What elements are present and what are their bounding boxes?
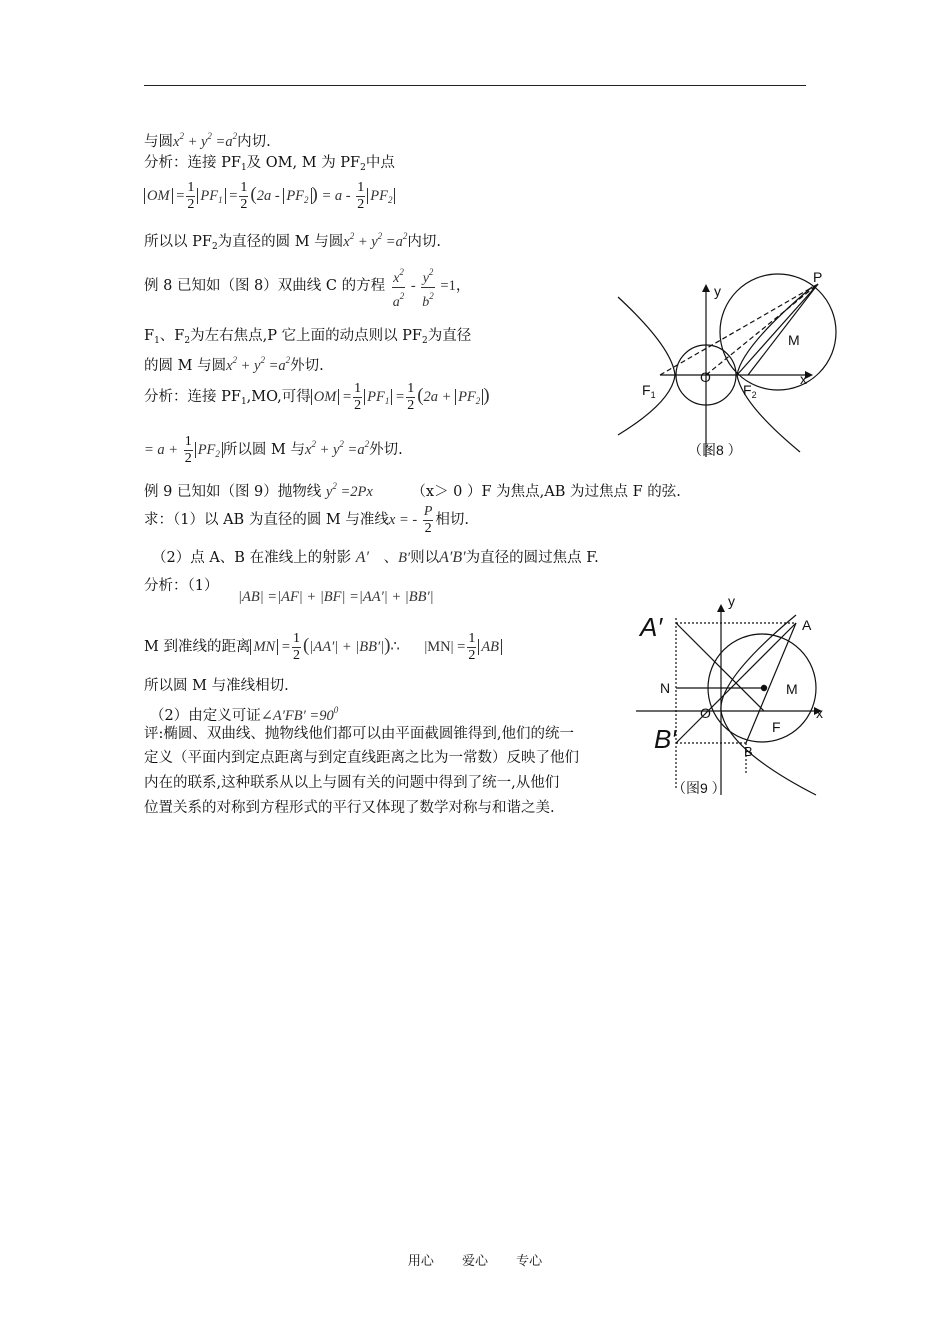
- figure-9-parabola: [636, 590, 836, 800]
- text-line: （2）由定义可证∠A′FB′ $=90^0$: [150, 705, 339, 724]
- page-footer: [0, 1250, 950, 1269]
- label-y: y: [714, 283, 721, 299]
- figure-9-caption: （图9 ）: [672, 780, 726, 796]
- label-a-prime: A′: [640, 612, 663, 642]
- comment-line-3: 内在的联系,这种联系从以上与圆有关的问题中得到了统一,从他们: [144, 775, 560, 791]
- text-line: （2）点 A、B 在准线上的射影 A′ 、B′则以A′B′为直径的圆过焦点 F.: [152, 549, 599, 566]
- parabola: [721, 615, 816, 795]
- text-line: 分析：（1）: [144, 578, 219, 594]
- label-b-prime: B′: [654, 724, 677, 754]
- label-a: A: [802, 617, 812, 633]
- example-8-heading: 例 8 已知如（图 8）双曲线 C 的方程 $\frac{x^2}{a^2}$ - $\frac{y^2}{b^2}$ =1，: [144, 267, 471, 310]
- equation-line: = a + $\frac{1}{2}$ $PF_2$ 所以圆 M 与$x^2 + y^2 =a^2$外切.: [144, 433, 403, 466]
- hyperbola-left-branch: [618, 297, 675, 435]
- comment-line-1: 评:椭圆、双曲线、抛物线他们都可以由平面截圆锥得到,他们的统一: [144, 726, 574, 742]
- comment-line-4: 位置关系的对称到方程形式的平行又体现了数学对称与和谐之美.: [144, 800, 555, 816]
- text-line: 所以圆 M 与准线相切.: [144, 678, 289, 694]
- text-line: 所以以 $PF_2$为直径的圆 M 与圆$x^2 + y^2 =a^2$内切.: [144, 231, 441, 252]
- equation-ab: |AB| =|AF| + |BF| =|AA′| + |BB′|: [238, 589, 434, 605]
- comment-line-2: 定义（平面内到定点距离与到定直线距离之比为一常数）反映了他们: [144, 750, 579, 766]
- footer-item: 爱心: [461, 1254, 488, 1269]
- label-n: N: [660, 680, 671, 696]
- label-m: M: [786, 681, 798, 697]
- circle-m: [720, 274, 836, 390]
- label-p: P: [813, 269, 823, 285]
- text-line: 与圆$x^2 + y^2 =a^2$内切.: [144, 131, 271, 150]
- label-f2: $F_2$: [743, 382, 757, 400]
- label-x: x: [816, 705, 823, 721]
- header-rule: [144, 85, 806, 86]
- label-o: O: [700, 369, 711, 385]
- figure-8-caption: （图8 ）: [688, 442, 742, 458]
- text-line: $F_1$、$F_2$为左右焦点,P 它上面的动点则以 $PF_2$为直径: [144, 328, 472, 346]
- text-line: 分析：连接 $PF_1$及 OM, M 为 $PF_2$中点: [144, 155, 395, 173]
- figure-8-hyperbola: [600, 262, 850, 467]
- label-f1: $F_1$: [642, 382, 656, 400]
- hyperbola-right-branch: [737, 287, 812, 452]
- equation-om: OM = $\frac{1}{2}$ $PF_1$ = $\frac{1}{2}$ ($2a - PF_2$ ) = a - $\frac{1}{2}$ $PF_2$: [144, 178, 395, 217]
- label-m: M: [788, 332, 800, 348]
- equation-om-2: 分析：连接 $PF_1,MO$,可得 OM = $\frac{1}{2}$ $PF_1$ = $\frac{1}{2}$ ($2a + PF_2$ ): [144, 380, 490, 413]
- footer-item: 专心: [516, 1254, 543, 1269]
- label-b: B: [744, 744, 753, 759]
- label-f: F: [772, 719, 781, 735]
- text-line: 的圆 M 与圆$x^2 + y^2 =a^2$外切.: [144, 355, 324, 374]
- equation-mn: M 到准线的距离 MN = $\frac{1}{2}$ (|AA′| + |BB′|)∴ |MN| = $\frac{1}{2}$ AB: [144, 628, 502, 665]
- line-pf1: [660, 284, 818, 375]
- label-y: y: [728, 593, 735, 609]
- footer-item: 用心: [407, 1254, 434, 1269]
- line-om: [706, 284, 818, 375]
- text-line: 求：（1）以 AB 为直径的圆 M 与准线x = - $\frac{P}{2}$ 相切.: [144, 503, 469, 536]
- point-m: [761, 685, 767, 691]
- label-x: x: [800, 371, 807, 387]
- label-o: O: [700, 705, 711, 721]
- example-9-heading: 例 9 已知如（图 9）抛物线 $y^2 =2Px$ （x＞ 0 ）F 为焦点,AB 为过焦点 F 的弦.: [144, 481, 681, 500]
